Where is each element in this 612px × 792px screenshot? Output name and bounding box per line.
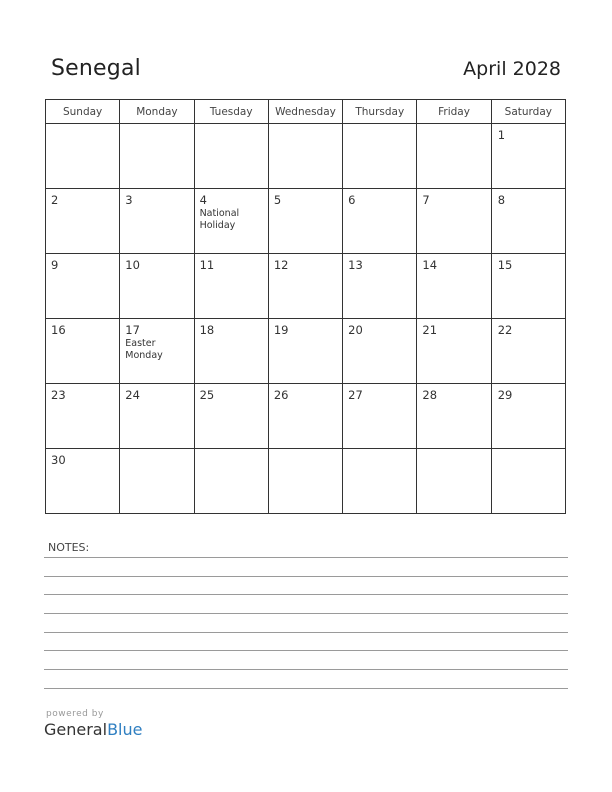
- week-row: [46, 254, 566, 319]
- day-number: 17: [125, 323, 140, 337]
- day-cell: [46, 124, 120, 189]
- day-cell: [491, 449, 565, 514]
- day-cell: [194, 449, 268, 514]
- note-line: [44, 688, 568, 689]
- day-number: 11: [199, 258, 215, 272]
- brand-logo: [44, 720, 142, 739]
- weekday-sunday: Sunday: [46, 100, 120, 124]
- note-line: [44, 613, 568, 614]
- week-row: [46, 384, 566, 449]
- day-cell: [120, 384, 194, 449]
- day-number: 4: [199, 193, 207, 207]
- day-number: 21: [422, 323, 438, 337]
- day-number: 24: [125, 388, 140, 402]
- week-row: [46, 124, 566, 189]
- week-row: [46, 449, 566, 514]
- day-number: 5: [273, 193, 282, 207]
- day-number: 12: [273, 258, 289, 272]
- brand-name-general: General: [44, 720, 108, 739]
- day-cell: [120, 254, 194, 319]
- day-cell: [46, 449, 120, 514]
- day-cell: [417, 254, 491, 319]
- day-number: 20: [348, 323, 363, 337]
- day-number: 23: [51, 388, 66, 402]
- day-number: 28: [422, 388, 438, 402]
- day-cell: [491, 254, 565, 319]
- note-line: [44, 669, 568, 670]
- note-line: [44, 650, 568, 651]
- day-cell: [194, 254, 268, 319]
- note-line: [44, 576, 568, 577]
- day-number: 9: [51, 258, 59, 272]
- calendar-grid: [45, 99, 566, 514]
- day-number: 22: [497, 323, 513, 337]
- holiday-label: National Holiday: [199, 208, 240, 231]
- day-cell: [194, 124, 268, 189]
- day-cell: [417, 189, 491, 254]
- day-number: 3: [125, 193, 133, 207]
- day-cell: [343, 384, 417, 449]
- day-cell: [491, 384, 565, 449]
- day-number: 29: [497, 388, 513, 402]
- day-number: 26: [273, 388, 289, 402]
- weekday-header-row: [46, 100, 566, 124]
- day-number: 10: [125, 258, 140, 272]
- day-cell: [268, 319, 342, 384]
- day-cell: [120, 449, 194, 514]
- day-number: 16: [51, 323, 66, 337]
- day-cell: [268, 384, 342, 449]
- month-title: April 2028: [463, 58, 561, 80]
- day-cell: [491, 189, 565, 254]
- day-number: 1: [497, 128, 506, 142]
- day-cell: [120, 124, 194, 189]
- weekday-thursday: Thursday: [343, 100, 417, 124]
- day-number: 8: [497, 193, 506, 207]
- note-line: [44, 632, 568, 633]
- day-cell: [417, 449, 491, 514]
- day-cell: [46, 189, 120, 254]
- day-cell: [268, 254, 342, 319]
- day-number: 19: [273, 323, 289, 337]
- day-cell: [343, 124, 417, 189]
- day-number: 2: [51, 193, 59, 207]
- day-cell: [120, 319, 194, 384]
- weekday-saturday: Saturday: [491, 100, 565, 124]
- week-row: [46, 319, 566, 384]
- day-number: 6: [348, 193, 356, 207]
- week-row: [46, 189, 566, 254]
- day-cell: [343, 449, 417, 514]
- day-number: 25: [199, 388, 215, 402]
- day-number: 13: [348, 258, 363, 272]
- day-cell: [491, 319, 565, 384]
- day-cell: [343, 319, 417, 384]
- note-line: [44, 557, 568, 558]
- brand-name-blue: Blue: [107, 720, 143, 739]
- day-cell: [343, 254, 417, 319]
- note-line: [44, 594, 568, 595]
- weekday-friday: Friday: [417, 100, 491, 124]
- powered-by-text: powered by: [46, 709, 104, 719]
- notes-label: NOTES:: [48, 541, 90, 554]
- day-cell: [120, 189, 194, 254]
- day-number: 14: [422, 258, 438, 272]
- day-cell: [194, 319, 268, 384]
- day-cell: [194, 384, 268, 449]
- holiday-label: Easter Monday: [125, 338, 163, 361]
- day-number: 30: [51, 453, 66, 467]
- country-title: Senegal: [51, 56, 141, 81]
- day-cell: [343, 189, 417, 254]
- day-cell: [268, 449, 342, 514]
- day-number: 27: [348, 388, 363, 402]
- day-number: 7: [422, 193, 430, 207]
- day-cell: [491, 124, 565, 189]
- day-number: 18: [199, 323, 215, 337]
- day-cell: [417, 384, 491, 449]
- weekday-tuesday: Tuesday: [194, 100, 268, 124]
- day-cell: [46, 319, 120, 384]
- weekday-wednesday: Wednesday: [268, 100, 342, 124]
- day-number: 15: [497, 258, 513, 272]
- day-cell: [46, 384, 120, 449]
- day-cell: [268, 124, 342, 189]
- day-cell: [194, 189, 268, 254]
- day-cell: [417, 319, 491, 384]
- day-cell: [417, 124, 491, 189]
- weekday-monday: Monday: [120, 100, 194, 124]
- day-cell: [268, 189, 342, 254]
- day-cell: [46, 254, 120, 319]
